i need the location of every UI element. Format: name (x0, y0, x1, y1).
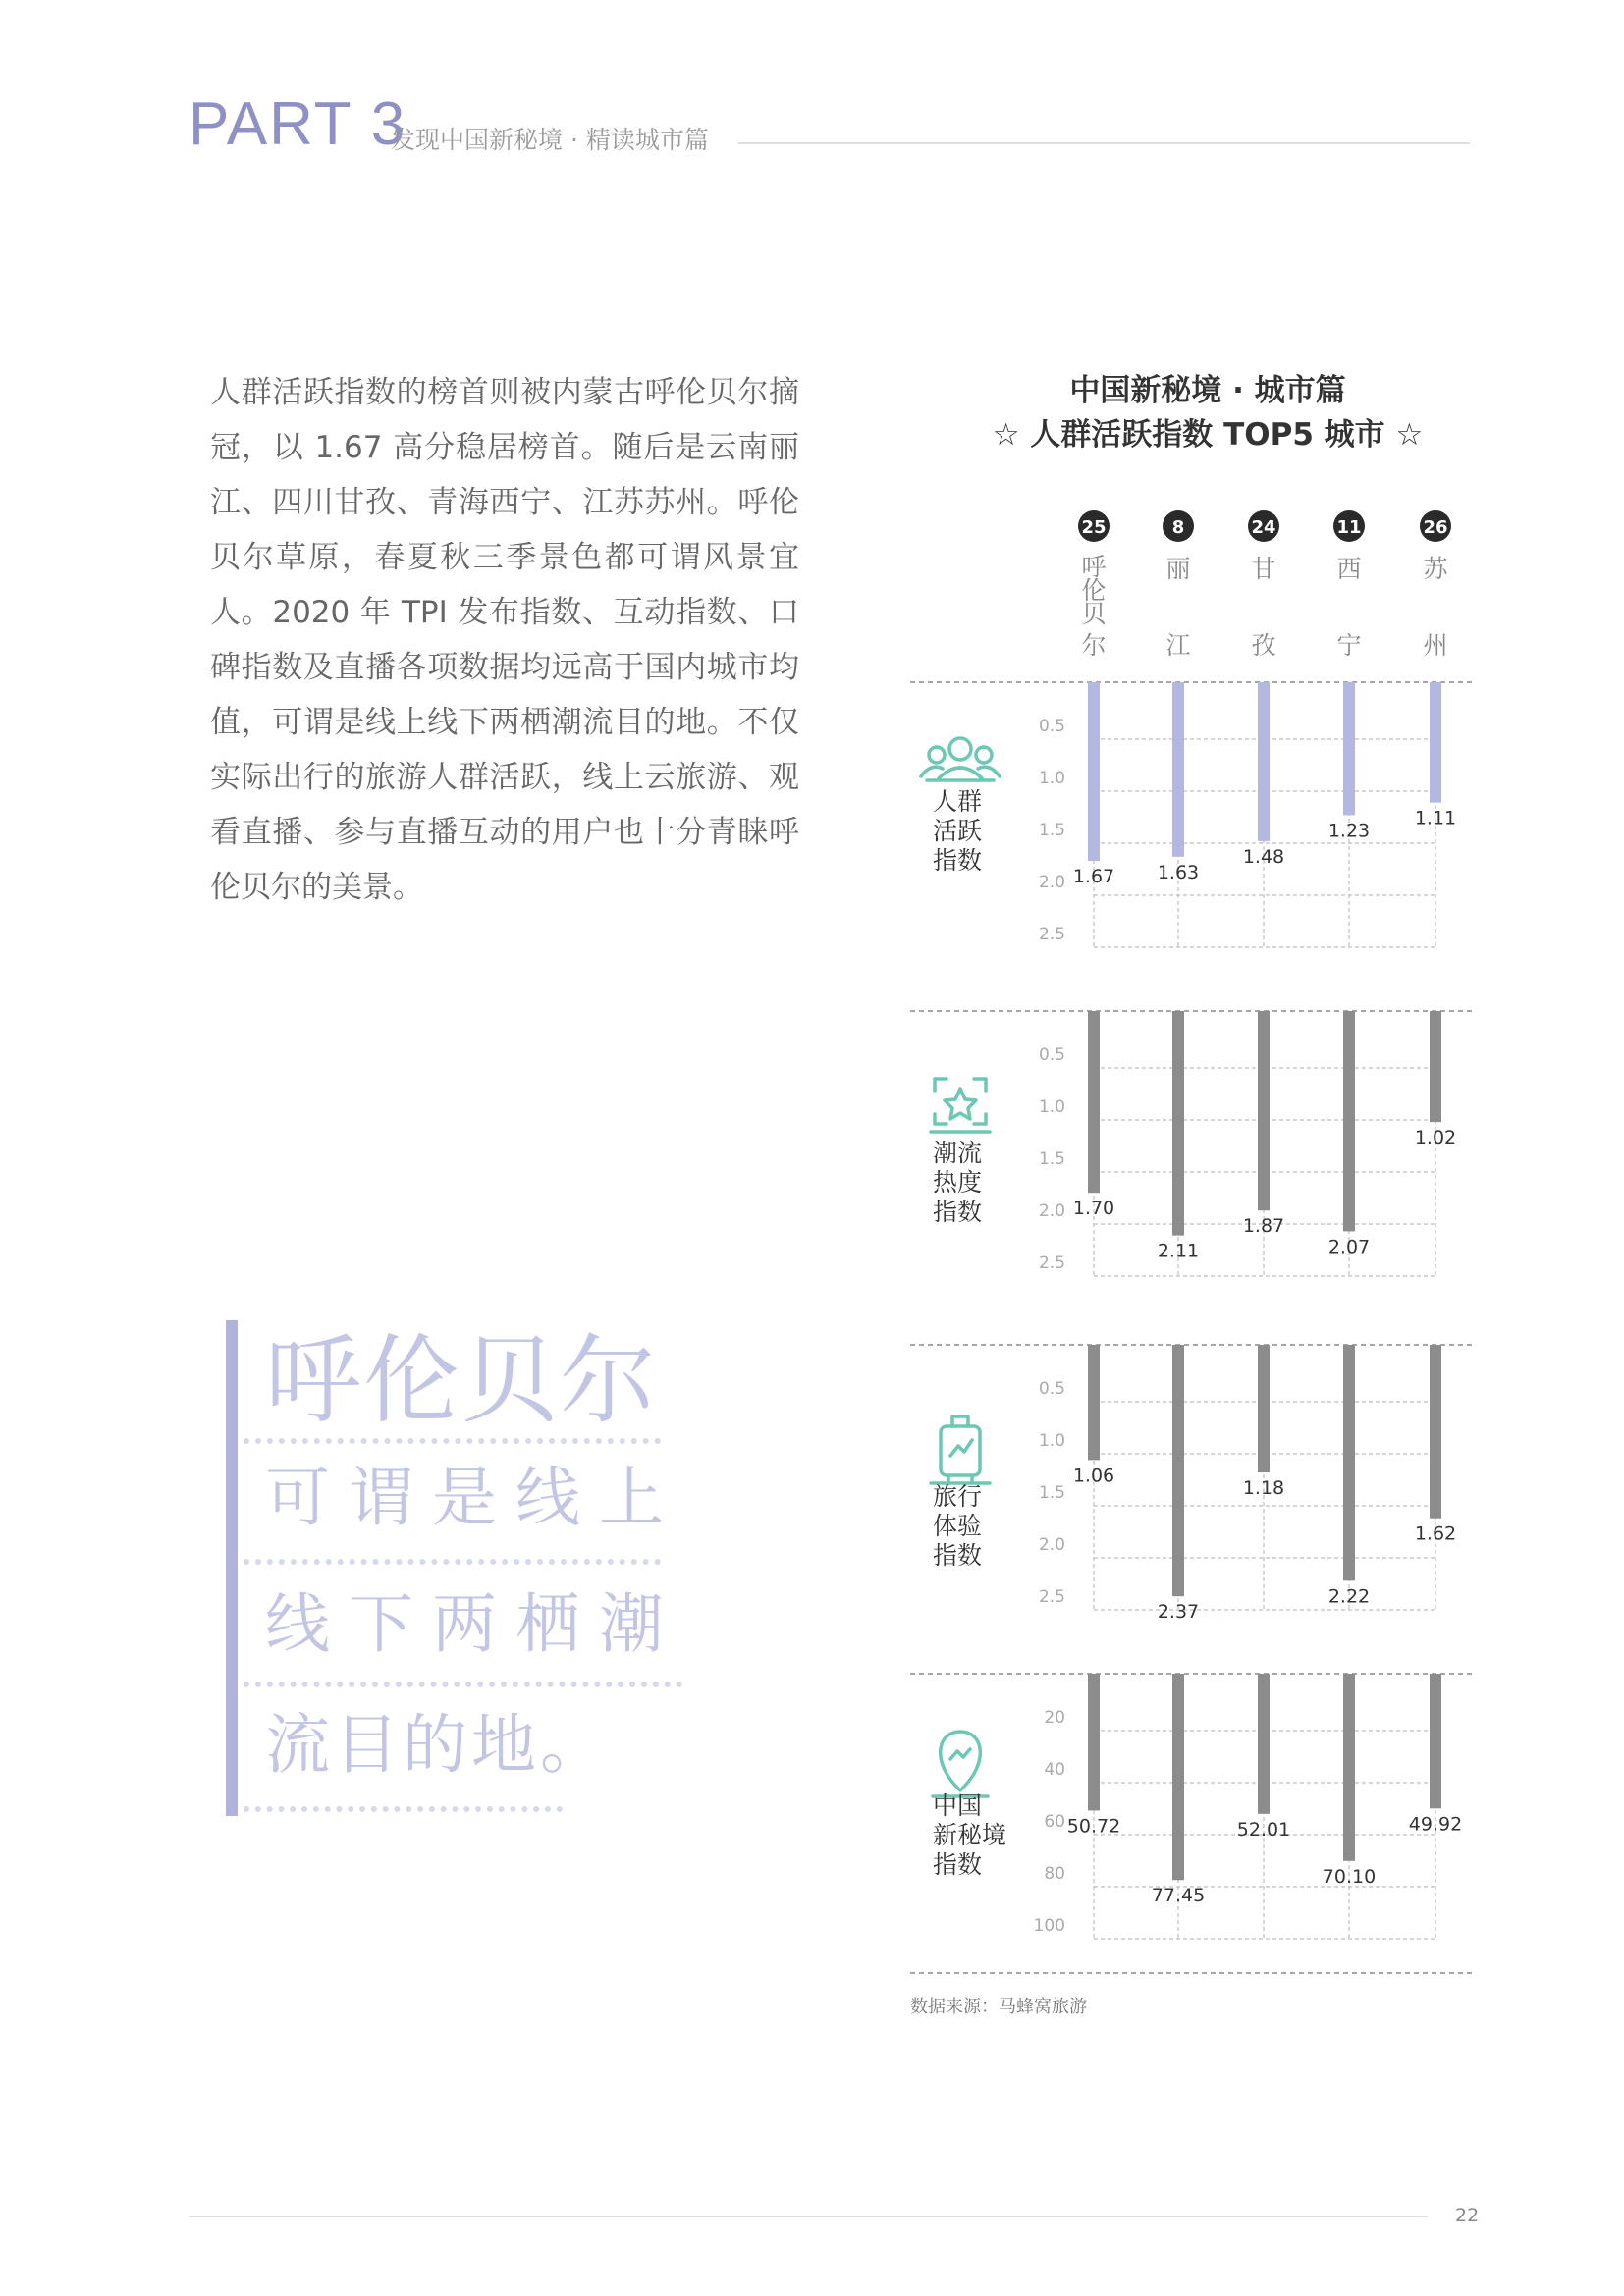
y-tick-label: 2.0 (1038, 873, 1065, 892)
bar (1258, 682, 1270, 841)
quote-line-2: 可谓是线上 (265, 1460, 682, 1535)
rank-number: 8 (1171, 517, 1185, 538)
y-tick-label: 0.5 (1038, 717, 1065, 736)
quote-line-4: 流目的地。 (265, 1707, 609, 1783)
bar (1172, 1674, 1184, 1880)
category-label: 丽江 (1165, 555, 1191, 660)
y-tick-label: 0.5 (1038, 1045, 1065, 1065)
data-label: 1.62 (1414, 1522, 1457, 1545)
y-tick-label: 2.0 (1038, 1201, 1065, 1221)
panel-label: 中国 (933, 1791, 983, 1820)
bar (1088, 682, 1100, 861)
y-tick-label: 1.0 (1038, 769, 1065, 788)
data-label: 77.45 (1151, 1885, 1206, 1907)
bar (1343, 1674, 1355, 1861)
chart-subtitle: ☆ 人群活跃指数 TOP5 城市 ☆ (992, 417, 1424, 453)
panel-label: 热度 (933, 1168, 983, 1197)
panel-label: 旅行 (933, 1482, 983, 1511)
bar (1172, 682, 1184, 857)
panel-label: 指数 (933, 1198, 983, 1226)
y-tick-label: 2.0 (1038, 1535, 1065, 1555)
bar (1258, 1011, 1270, 1210)
y-tick-label: 100 (1033, 1916, 1065, 1936)
people-icon (921, 738, 1000, 780)
y-tick-label: 2.5 (1038, 925, 1065, 944)
bar (1343, 682, 1355, 815)
data-label: 1.23 (1327, 820, 1371, 842)
panel-label: 指数 (933, 1541, 983, 1570)
panel-label: 体验 (933, 1512, 983, 1540)
bar (1172, 1345, 1184, 1596)
rank-number: 26 (1423, 517, 1448, 538)
category-label: 甘孜 (1251, 555, 1276, 660)
y-tick-label: 2.5 (1038, 1587, 1065, 1607)
bar (1088, 1345, 1100, 1460)
bar (1430, 1674, 1441, 1808)
data-label: 52.01 (1236, 1818, 1291, 1841)
data-label: 50.72 (1066, 1815, 1121, 1838)
category-label: 苏州 (1423, 555, 1448, 660)
rank-number: 25 (1081, 517, 1107, 538)
star-frame-icon (931, 1079, 990, 1132)
y-tick-label: 40 (1044, 1760, 1065, 1780)
panel-label: 潮流 (933, 1139, 983, 1167)
data-label: 2.07 (1327, 1236, 1371, 1258)
y-tick-label: 1.5 (1038, 1483, 1065, 1503)
rank-number: 24 (1251, 517, 1276, 538)
data-label: 2.37 (1157, 1601, 1200, 1624)
data-label: 2.11 (1157, 1240, 1200, 1262)
y-tick-label: 0.5 (1038, 1379, 1065, 1399)
bar (1343, 1011, 1355, 1231)
bar (1430, 1011, 1441, 1122)
location-pin-icon (933, 1732, 988, 1796)
panel-label: 新秘境 (933, 1821, 1007, 1849)
panel-label: 人群 (933, 787, 983, 816)
data-label: 1.48 (1242, 845, 1285, 868)
footer-divider (189, 2216, 1428, 2217)
panel-label: 指数 (933, 846, 983, 875)
y-tick-label: 1.5 (1038, 1149, 1065, 1169)
bar (1088, 1011, 1100, 1193)
bar (1430, 682, 1441, 803)
suitcase-icon (931, 1416, 990, 1483)
y-tick-label: 1.0 (1038, 1097, 1065, 1117)
y-tick-label: 1.0 (1038, 1431, 1065, 1451)
data-label: 1.11 (1414, 807, 1457, 829)
panel-label: 活跃 (933, 817, 983, 845)
y-tick-label: 80 (1044, 1864, 1065, 1884)
y-tick-label: 60 (1044, 1812, 1065, 1832)
data-label: 1.06 (1072, 1465, 1115, 1487)
page-number: 22 (1455, 2205, 1480, 2226)
quote-line-3: 线下两栖潮 (265, 1586, 682, 1662)
category-label: 西宁 (1336, 555, 1362, 660)
section-subtitle: 发现中国新秘境 · 精读城市篇 (391, 126, 709, 154)
body-paragraph: 人群活跃指数的榜首则被内蒙古呼伦贝尔摘冠，以 1.67 高分稳居榜首。随后是云南丽江、四川甘孜、青海西宁、江苏苏州。呼伦贝尔草原，春夏秋三季景色都可谓风景宜人。2020 年 TPI 发布指数、互动指数、口碑指数及直播各项数据均远高于国内城市均值，可谓是线上线下两栖潮流目的地。不仅实际出行的旅游人群活跃，线上云旅游、观看直播、参与直播互动的用户也十分青睐呼伦贝尔的美景。 (210, 375, 799, 905)
y-tick-label: 2.5 (1038, 1254, 1065, 1273)
data-label: 1.63 (1157, 861, 1200, 883)
data-label: 1.67 (1072, 866, 1115, 888)
data-label: 1.18 (1242, 1477, 1285, 1500)
part-title: PART 3 (189, 90, 407, 158)
bar (1430, 1345, 1441, 1519)
chart-title: 中国新秘境 · 城市篇 (1069, 373, 1346, 408)
rank-number: 11 (1336, 517, 1362, 538)
bar (1258, 1674, 1270, 1814)
data-label: 1.87 (1242, 1215, 1285, 1238)
bar (1258, 1345, 1270, 1472)
quote-line-1: 呼伦贝尔 (265, 1325, 659, 1437)
bar (1343, 1345, 1355, 1580)
data-source: 数据来源：马蜂窝旅游 (910, 1997, 1087, 2017)
data-label: 49.92 (1408, 1813, 1463, 1836)
data-label: 2.22 (1327, 1585, 1371, 1608)
bar (1088, 1674, 1100, 1810)
y-tick-label: 20 (1044, 1708, 1065, 1728)
bar (1172, 1011, 1184, 1236)
y-tick-label: 1.5 (1038, 821, 1065, 840)
data-label: 70.10 (1322, 1865, 1377, 1888)
panel-label: 指数 (933, 1850, 983, 1879)
category-label: 呼伦贝尔 (1081, 553, 1107, 660)
data-label: 1.70 (1072, 1198, 1115, 1220)
data-label: 1.02 (1414, 1127, 1457, 1149)
